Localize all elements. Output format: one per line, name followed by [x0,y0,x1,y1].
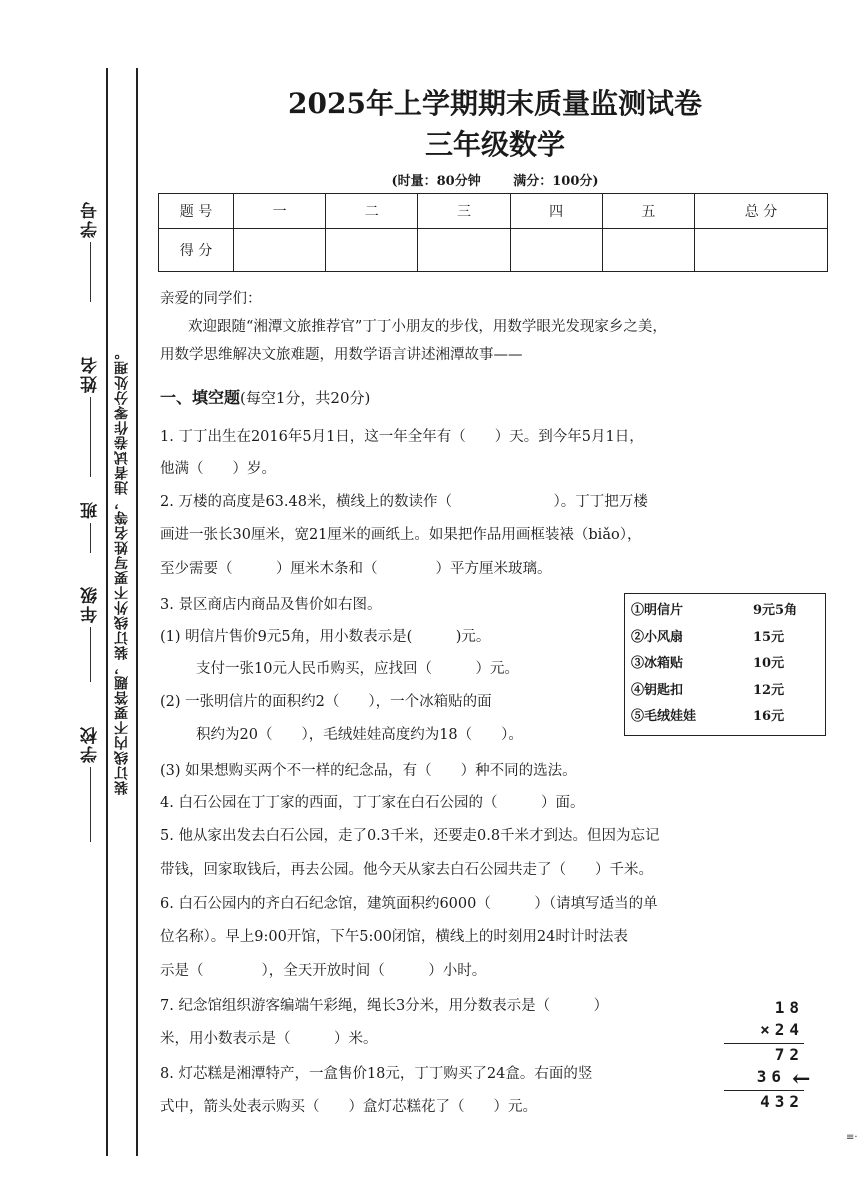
binding-instructions: 装订线内不要答题，装订线外不要写姓名等，违者试卷作零分处理。 [114,345,130,795]
vertical-multiplication [724,998,804,1114]
full-score: 满分：100分) [513,174,599,189]
question-2-line-1: 2. 万楼的高度是63.48米，横线上的数读作（ ）。丁丁把万楼 [160,494,648,510]
intro-line-1: 欢迎跟随“湘潭文旅推荐官”丁丁小朋友的步伐，用数学眼光发现家乡之美， [188,319,667,335]
question-2-line-2: 画进一张长30厘米，宽21厘米的画纸上。如果把作品用画框装裱（biǎo）， [160,527,642,543]
price-value: 9元5角 [753,603,798,618]
score-header-cell: 五 [602,194,694,229]
question-8-line-2: 式中，箭头处表示购买（ ）盒灯芯糕花了（ ）元。 [160,1099,537,1115]
section-1-title: 一、填空题 [160,388,241,407]
question-1-line-1: 1. 丁丁出生在2016年5月1日，这一年全年有（ ）天。到今年5月1日， [160,429,644,445]
price-row [631,598,819,625]
price-value: 12元 [753,682,785,698]
intro-greeting: 亲爱的同学们： [160,291,262,307]
price-value: 10元 [753,656,785,672]
price-item: ④钥匙扣 [631,682,684,698]
calc-row-partial-2: 36 [756,1067,786,1086]
score-header-cell: 二 [326,194,418,229]
question-3-1-line-2: 支付一张10元人民币购买，应找回（ ）元。 [196,661,519,677]
score-header-cell: 一 [234,194,326,229]
question-3-2-line-2: 积约为20（ ），毛绒娃娃高度约为18（ ）。 [196,727,523,743]
price-item: ⑤毛绒娃娃 [631,709,697,725]
exam-subtitle: 三年级数学 [424,128,565,161]
intro-line-2: 用数学思维解决文旅难题，用数学语言讲述湘潭故事—— [160,347,523,363]
corner-mark: ≡· [846,1132,858,1143]
field-class: 班 [78,500,103,557]
exam-meta [160,170,830,189]
price-row [631,625,819,652]
section-1-heading [160,385,370,408]
time-limit: (时量：80分钟 [391,174,481,189]
price-list-box [624,593,826,736]
calc-row-multiplicand: 18 [774,998,804,1017]
score-cell[interactable] [510,229,602,272]
score-header-cell: 总 分 [695,194,828,229]
score-header-cell: 题 号 [159,194,234,229]
question-3-1-line-1: (1) 明信片售价9元5角，用小数表示是( )元。 [160,629,491,645]
question-8-line-1: 8. 灯芯糕是湘潭特产，一盒售价18元，丁丁购买了24盒。右面的竖 [160,1066,593,1082]
score-cell[interactable] [234,229,326,272]
price-item: ①明信片 [631,603,684,618]
binding-line-outer [106,68,108,1156]
score-cell[interactable] [418,229,510,272]
question-5-line-1: 5. 他从家出发去白石公园，走了0.3千米，还要走0.8千米才到达。但因为忘记 [160,828,660,844]
score-row-label: 得 分 [159,229,234,272]
question-6-line-3: 示是（ ），全天开放时间（ ）小时。 [160,963,487,979]
price-value: 15元 [753,629,785,645]
calc-row-product: 432 [760,1092,804,1111]
score-header-cell: 四 [510,194,602,229]
question-7-line-2: 米，用小数表示是（ ）米。 [160,1031,378,1047]
score-cell[interactable] [695,229,828,272]
question-2-line-3: 至少需要（ ）厘米木条和（ ）平方厘米玻璃。 [160,561,552,577]
score-table-score-row [159,229,828,272]
calc-divider [724,1043,804,1044]
price-value: 16元 [753,709,785,725]
score-table-header-row [159,194,828,229]
score-cell[interactable] [326,229,418,272]
price-row [631,651,819,678]
price-row [631,704,819,731]
binding-margin [0,0,150,1185]
question-3-3: (3) 如果想购买两个不一样的纪念品，有（ ）种不同的选法。 [160,763,577,779]
question-3-2-line-1: (2) 一张明信片的面积约2（ ），一个冰箱贴的面 [160,694,492,710]
question-1-line-2: 他满（ ）岁。 [160,461,276,477]
calc-row-multiplier: ×24 [760,1020,804,1039]
section-1-note: (每空1分，共20分) [240,389,371,407]
calc-row-partial-1: 72 [774,1045,804,1064]
field-grade: 年级 [78,585,103,686]
question-6-line-2: 位名称）。早上9:00开馆，下午5:00闭馆，横线上的时刻用24时计时法表 [160,929,628,945]
question-7-line-1: 7. 纪念馆组织游客编端午彩绳，绳长3分米，用分数表示是（ ） [160,998,609,1014]
price-row [631,678,819,705]
question-3-intro: 3. 景区商店内商品及售价如右图。 [160,597,382,613]
field-name: 姓名 [78,355,103,481]
question-5-line-2: 带钱，回家取钱后，再去公园。他今天从家去白石公园共走了（ ）千米。 [160,862,653,878]
field-student-number: 学号 [78,200,103,306]
score-table [158,193,828,272]
price-item: ③冰箱贴 [631,656,684,672]
question-4: 4. 白石公园在丁丁家的西面，丁丁家在白石公园的（ ）面。 [160,795,585,811]
score-header-cell: 三 [418,194,510,229]
binding-line-inner [136,68,138,1156]
score-cell[interactable] [602,229,694,272]
field-school: 学校 [78,725,103,846]
question-6-line-1: 6. 白石公园内的齐白石纪念馆，建筑面积约6000（ ）（请填写适当的单 [160,896,658,912]
left-arrow-icon: ← [792,1066,811,1092]
price-item: ②小风扇 [631,629,684,645]
exam-title: 2025年上学期期末质量监测试卷 [288,87,702,120]
